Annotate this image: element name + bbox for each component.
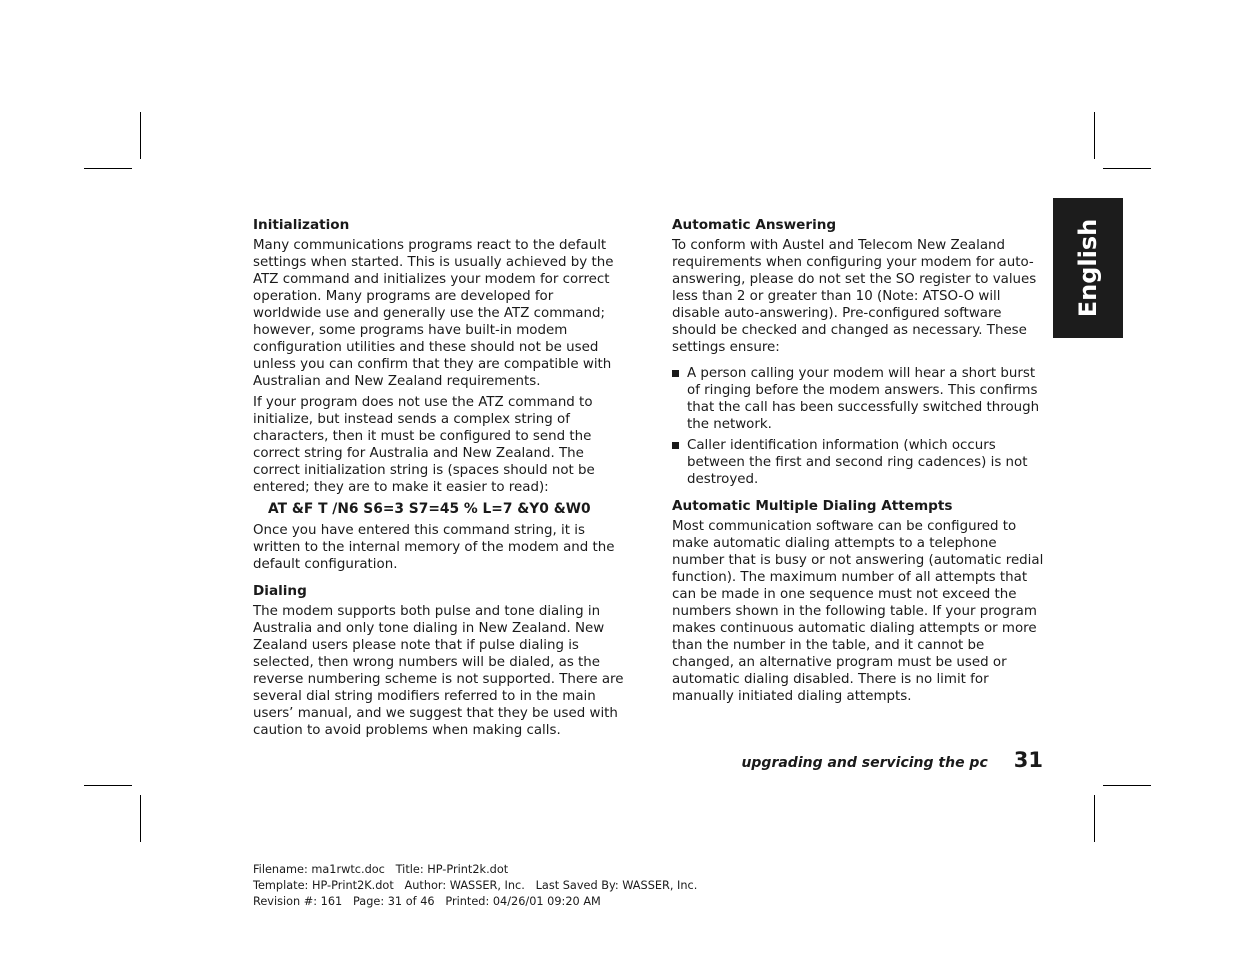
list-item [672,437,1044,488]
initialization-paragraph-2: If your program does not use the ATZ command to initialize, but instead sends a complex string of characters, then it must be configured to send the correct string for Australia and New Zealand. The correct initialization string is (spaces should not be entered; they are to make it easier to read): [253,395,595,495]
page-number: 31 [1013,748,1043,772]
auto-dialing-paragraph: Most communication software can be configured to make automatic dialing attempts to a telephone number that is busy or not answering (automatic redial function). The maximum number of all attempts that can be made in one sequence must not exceed the numbers shown in the following table. If your program makes continuous automatic dialing attempts or more than the number in the table, and it cannot be changed, an alternative program must be used or automatic dialing disabled. There is no limit for manually initiated dialing attempts. [672,519,1044,704]
dialing-heading: Dialing [253,583,307,599]
auto-answering-paragraph: To conform with Austel and Telecom New Zealand requirements when configuring your modem for auto-answering, please do not set the SO register to values less than 2 or greater than 10 (Note: ATSO-O will disable auto-answering). Pre-configured software should be checked and changed as necessary. These settings ensure: [672,238,1037,355]
metadata-line-2: Template: HP-Print2K.dot Author: WASSER, Inc. Last Saved By: WASSER, Inc. [253,879,698,892]
auto-dialing-heading: Automatic Multiple Dialing Attempts [672,498,953,514]
list-item-text: Caller identification information (which occurs between the first and second ring cadences) is not destroyed. [687,438,1028,487]
metadata-line-3: Revision #: 161 Page: 31 of 46 Printed: 04/26/01 09:20 AM [253,895,601,908]
crop-mark-bottom-left-vertical [140,795,141,842]
initialization-command-string: AT &F T /N6 S6=3 S7=45 % L=7 &Y0 &W0 [268,501,591,517]
crop-mark-top-right-horizontal [1103,168,1151,169]
dialing-paragraph: The modem supports both pulse and tone dialing in Australia and only tone dialing in New Zealand. New Zealand users please note that if pulse dialing is selected, then wrong numbers will be dialed, as the reverse numbering scheme is not supported. There are several dial string modifiers referred to in the main users’ manual, and we suggest that they be used with caution to avoid problems when making calls. [253,604,624,738]
auto-answering-list [672,365,1044,488]
language-tab [1053,198,1123,338]
auto-answering-heading: Automatic Answering [672,217,837,233]
crop-mark-bottom-right-vertical [1094,795,1095,842]
crop-mark-bottom-right-horizontal [1103,785,1151,786]
crop-mark-bottom-left-horizontal [84,785,132,786]
list-item [672,365,1044,433]
initialization-heading: Initialization [253,217,350,233]
crop-mark-top-left-horizontal [84,168,132,169]
initialization-paragraph-1: Many communications programs react to the default settings when started. This is usually achieved by the ATZ command and initializes your modem for correct operation. Many programs are developed for worldwide use and generally use the ATZ command; however, some programs have built-in modem configuration utilities and these should not be used unless you can confirm that they are compatible with Australian and New Zealand requirements. [253,238,614,389]
document-metadata [253,862,697,910]
footer-section-title: upgrading and servicing the pc [741,755,988,771]
running-footer [700,748,1043,772]
crop-mark-top-right-vertical [1094,112,1095,159]
square-bullet-icon [672,370,679,377]
metadata-line-1: Filename: ma1rwtc.doc Title: HP-Print2k.dot [253,863,509,876]
initialization-paragraph-3: Once you have entered this command string, it is written to the internal memory of the modem and the default configuration. [253,523,615,572]
crop-mark-top-left-vertical [140,112,141,159]
left-column [253,216,625,743]
language-tab-label: English [1074,218,1102,318]
right-column [672,216,1044,709]
square-bullet-icon [672,442,679,449]
list-item-text: A person calling your modem will hear a short burst of ringing before the modem answers. This confirms that the call has been successfully switched through the network. [687,366,1040,432]
